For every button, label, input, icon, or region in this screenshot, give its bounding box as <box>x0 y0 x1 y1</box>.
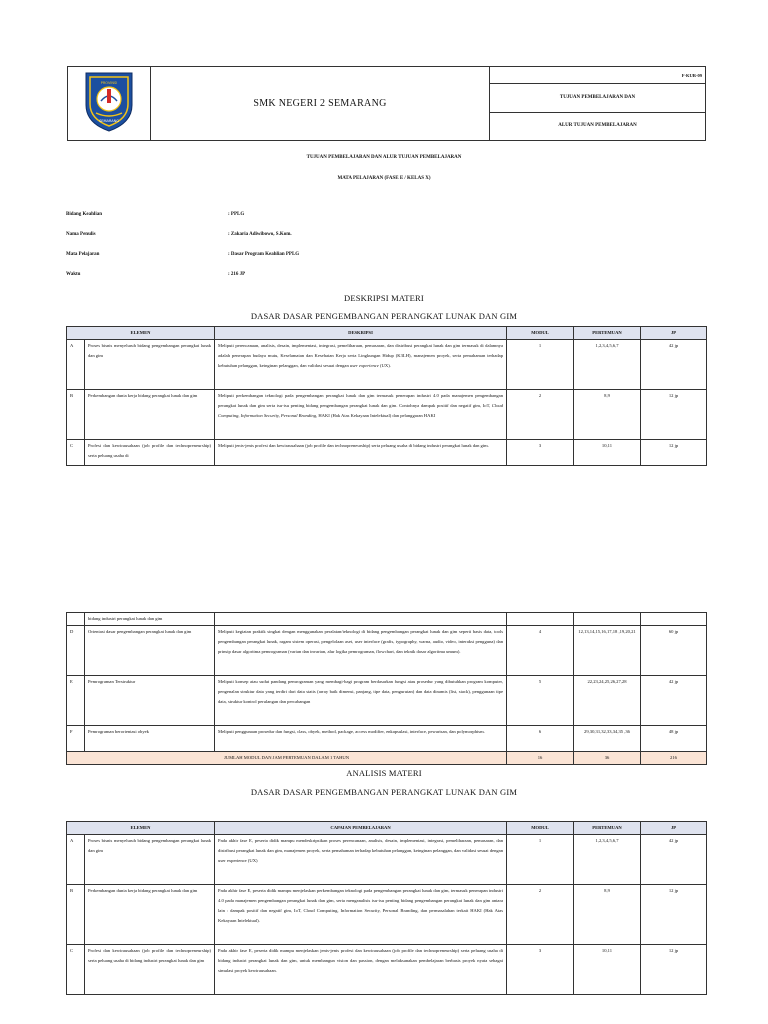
subject-title: MATA PELAJARAN (FASE E / KELAS X) <box>337 176 431 181</box>
meta-key: Bidang Keahlian <box>66 212 102 217</box>
table-row: F Pemrograman berorientasi obyek Meliputi penggunaan prosedur dan fungsi, class, obyek, method, package, access modifier, enkapsulasi, interface, pewarisan, dan polymorphism. 6 29,30,31,32,33,34,35 ,36 48 jp <box>67 726 707 752</box>
svg-text:PROVINSI: PROVINSI <box>100 81 118 85</box>
meta-value: : 216 JP <box>228 272 246 277</box>
table-row: B Perkembangan dunia kerja bidang perangkat lunak dan gim Pada akhir fase E, peserta didik mampu menjelaskan perkembangan teknologi pada pengembangan perangkat lunak dan gim, termasuk penerapan industri 4.0 pada manajemen pengembangan perangkat lunak dan gim, serta menganalisis isu-isu penting bidang pengembangan perangkat lunak dan gim antara lain : dampak positif dan negatif gim, IoT, Cloud Computing, Information Security, Personal Branding, dan permasalahan terkait HAKI (Hak Atas Kekayaan Intelektual). 2 8,9 12 jp <box>67 885 707 945</box>
table-row: A Proses bisnis menyeluruh bidang pengembangan perangkat lunak dan gim Pada akhir fase E, peserta didik mampu mendeskripsikan proses perencanaan, analisis, desain, implementasi, integrasi, pemeliharaan, pemasaran, dan distribusi perangkat lunak dan gim, manajemen proyek, serta pemahaman terhadap kebutuhan pelanggan, keinginan pelanggan, dan validasi sesuai dengan user experience (UX) 1 1,2,3,4,5,6,7 42 jp <box>67 835 707 885</box>
table-row: D Orientasi dasar pengembangan perangkat lunak dan gim Meliputi kegiatan praktik singkat dengan menggunakan peralatan/teknologi di bidang pengembangan perangkat lunak dan gim seperti basis data, tools pengembangan perangkat lunak, ragam sistem operasi, pengelolaan aset, user interface (grafis, typography, warna, audio, video, interaksi pengguna) dan prinsip dasar algoritma pemrograman (varian dan invarian, alur logika pemrograman, flowchart, dan teknik dasar algoritma umum). 4 12,13,14,15,16,17,18 ,19,20,21 60 jp <box>67 626 707 676</box>
analisis-title: ANALISIS MATERI <box>346 768 422 778</box>
school-name: SMK NEGERI 2 SEMARANG <box>151 67 490 141</box>
header-elemen: ELEMEN <box>67 822 215 835</box>
meta-key: Nama Penulis <box>66 232 96 237</box>
header-deskripsi: DESKRIPSI <box>215 327 507 340</box>
table-row: bidang industri perangkat lunak dan gim <box>67 613 707 626</box>
table-row: A Proses bisnis menyeluruh bidang pengembangan perangkat lunak dan gim Meliputi perencanaan, analisis, desain, implementasi, integrasi, pemeliharaan, pemasaran, dan distribusi perangkat lunak dan gim termasuk di dalamnya adalah penerapan budaya mutu, Keselamatan dan Kesehatan Kerja serta Lingkungan Hidup (K3LH), manajemen proyek, serta pemahaman terhadap kebutuhan pelanggan, keinginan pelanggan, dan validasi sesuai dengan user experience (UX). 1 1,2,3,4,5,6,7 42 jp <box>67 340 707 390</box>
table-row: C Profesi dan kewirausahaan (job profile dan technopreneurship) serta peluang usaha di Meliputi jenis-jenis profesi dan kewirausahaan (job profile dan technopreneurship) serta peluang usaha di bidang industri perangkat lunak dan gim. 3 10,11 12 jp <box>67 440 707 466</box>
header-modul: MODUL <box>507 327 574 340</box>
meta-value: : Dasar Program Keahlian PPLG <box>228 252 300 257</box>
header-elemen: ELEMEN <box>67 327 215 340</box>
analisis-subtitle: DASAR DASAR PENGEMBANGAN PERANGKAT LUNAK DAN GIM <box>250 787 518 797</box>
deskripsi-subtitle: DASAR DASAR PENGEMBANGAN PERANGKAT LUNAK DAN GIM <box>250 311 518 321</box>
meta-value: : Zakaria Adiwibowo, S.Kom. <box>228 232 292 237</box>
header-capaian: CAPAIAN PEMBELAJARAN <box>215 822 507 835</box>
header-pertemuan: PERTEMUAN <box>574 327 641 340</box>
header-jp: JP <box>641 822 707 835</box>
document-header <box>67 66 706 141</box>
meta-value: : PPLG <box>228 212 245 217</box>
table-row: C Profesi dan kewirausahaan (job profile dan technopreneurship) serta peluang usaha di bidang industri perangkat lunak dan gim Pada akhir fase E, peserta didik mampu menjelaskan jenis-jenis profesi dan kewirausahaan (job profile dan technopreneurship) serta peluang usaha di bidang industri perangkat lunak dan gim, untuk membangun vision dan passion, dengan melaksanakan pembelajaran berbasis proyek nyata sebagai simulasi proyek kewirausahaan. 3 10,11 12 jp <box>67 945 707 995</box>
meta-key: Waktu <box>66 272 81 277</box>
deskripsi-title: DESKRIPSI MATERI <box>344 293 424 303</box>
header-jp: JP <box>641 327 707 340</box>
table-row: E Pemrograman Terstruktur Meliputi konsep atau sudut pandang pemrograman yang membagi-bagi program berdasarkan fungsi atau prosedur yang dibutuhkan program komputer, pengenalan struktur data yang terdiri dari data statis (array baik dimensi, panjang, tipe data, pengurutan) dan data dinamis (list, stack), penggunaan tipe data, struktur kontrol perulangan dan percabangan 5 22,23,24,25,26,27,28 42 jp <box>67 676 707 726</box>
school-logo-icon <box>68 67 150 135</box>
table-row: B Perkembangan dunia kerja bidang perangkat lunak dan gim Meliputi perkembangan teknologi pada pengembangan perangkat lunak dan gim termasuk penerapan industri 4.0 pada manajemen pengembangan perangkat lunak dan gim serta isu-isu penting bidang pengembangan perangkat lunak dan gim. Contohnya dampak positif dan negatif gim, IoT, Cloud Computing, Information Security, Personal Branding, HAKI (Hak Atas Kekayaan Intelektual) dan pelanggaran HAKI 2 8,9 12 jp <box>67 390 707 440</box>
logo-cell <box>68 67 151 141</box>
form-code: F-KUR-09 <box>490 67 706 84</box>
analisis-table <box>66 821 707 995</box>
doc-title-line2: ALUR TUJUAN PEMBELAJARAN <box>490 112 706 141</box>
deskripsi-table-continued <box>66 612 707 765</box>
meta-key: Mata Pelajaran <box>66 252 100 257</box>
total-row: JUMLAH MODUL DAN JAM PERTEMUAN DALAM 1 TAHUN 16 36 216 <box>67 752 707 765</box>
doc-title-line1: TUJUAN PEMBELAJARAN DAN <box>490 84 706 113</box>
header-pertemuan: PERTEMUAN <box>574 822 641 835</box>
svg-text:SEMARANG: SEMARANG <box>99 119 119 123</box>
header-modul: MODUL <box>507 822 574 835</box>
deskripsi-table <box>66 326 707 466</box>
main-title: TUJUAN PEMBELAJARAN DAN ALUR TUJUAN PEMBELAJARAN <box>306 155 462 160</box>
